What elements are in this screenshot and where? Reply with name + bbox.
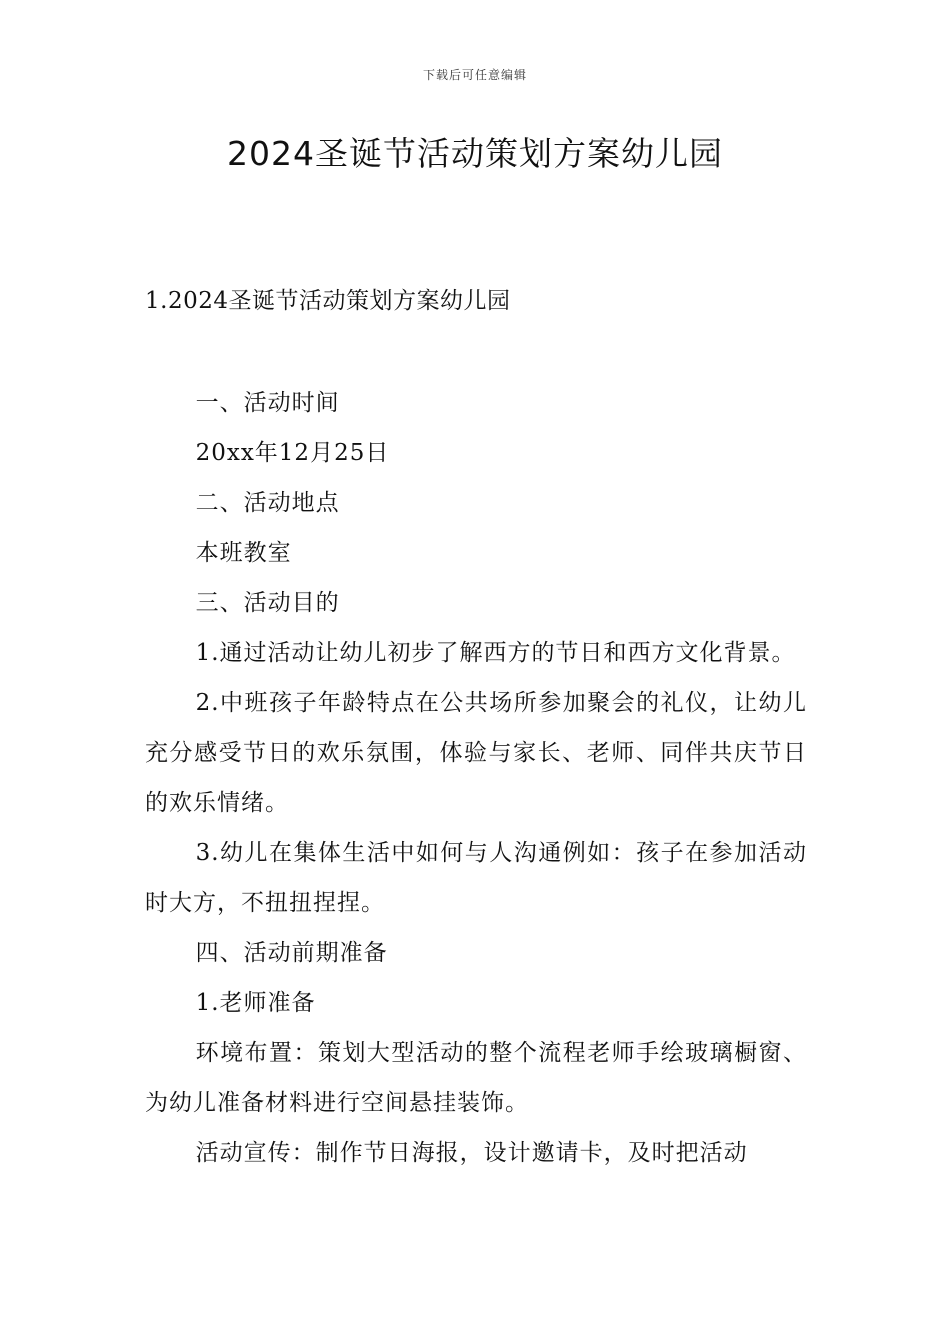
paragraph-activity-location-heading: 二、活动地点 (195, 490, 340, 516)
document-title: 2024圣诞节活动策划方案幼儿园 (227, 134, 723, 173)
paragraph-preparation-heading: 四、活动前期准备 (195, 940, 388, 966)
paragraph-activity-promotion: 活动宣传：制作节日海报，设计邀请卡，及时把活动 (195, 1140, 748, 1166)
paragraph-activity-time-heading: 一、活动时间 (195, 390, 340, 416)
section-heading: 1.2024圣诞节活动策划方案幼儿园 (145, 288, 511, 314)
paragraph-environment-setup: 环境布置：策划大型活动的整个流程老师手绘玻璃橱窗、为幼儿准备材料进行空间悬挂装饰。 (145, 1040, 807, 1116)
paragraph-activity-purpose-heading: 三、活动目的 (195, 590, 340, 616)
header-note: 下载后可任意编辑 (422, 68, 527, 82)
paragraph-teacher-preparation: 1.老师准备 (195, 990, 316, 1016)
paragraph-purpose-2: 2.中班孩子年龄特点在公共场所参加聚会的礼仪，让幼儿充分感受节日的欢乐氛围，体验与家长、老师、同伴共庆节日的欢乐情绪。 (145, 690, 807, 816)
paragraph-purpose-3: 3.幼儿在集体生活中如何与人沟通例如：孩子在参加活动时大方，不扭扭捏捏。 (145, 840, 807, 916)
document-body (145, 378, 807, 1178)
paragraph-purpose-1: 1.通过活动让幼儿初步了解西方的节日和西方文化背景。 (195, 640, 796, 666)
paragraph-activity-date: 20xx年12月25日 (195, 440, 390, 466)
paragraph-activity-location: 本班教室 (195, 540, 292, 566)
